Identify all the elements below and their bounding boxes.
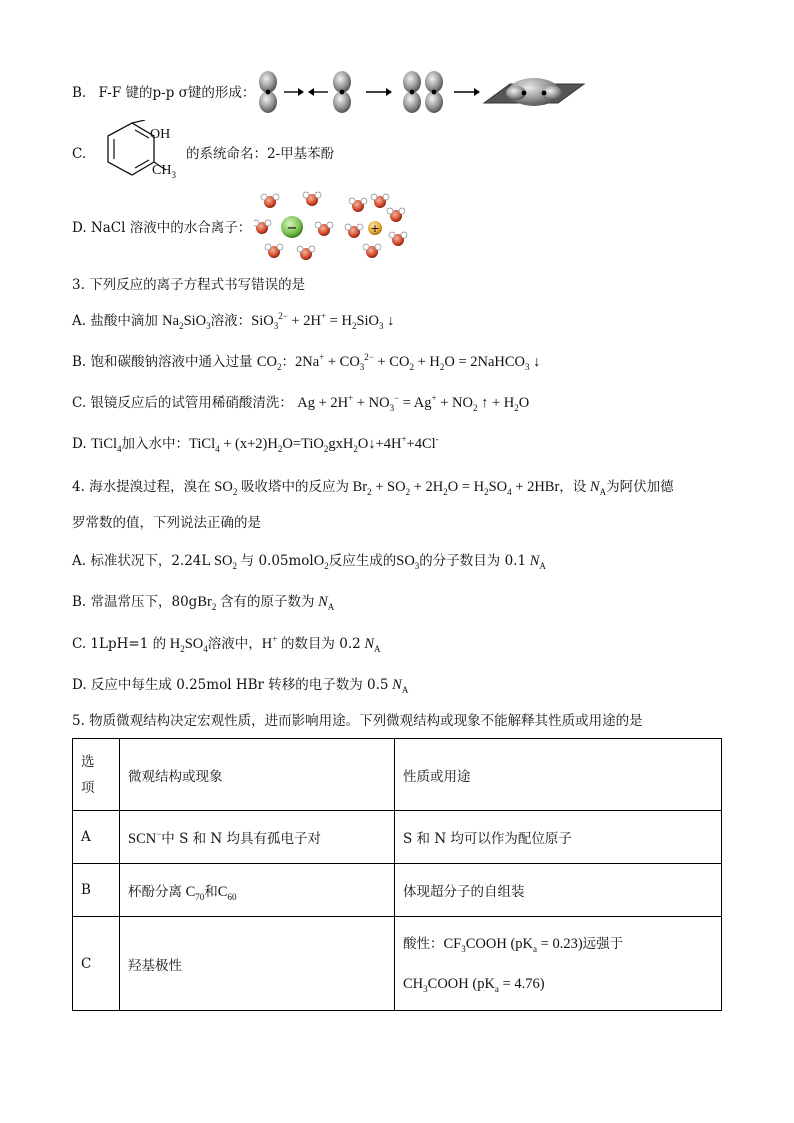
table-row — [73, 811, 722, 864]
ch3-label: $CH_3$ — [152, 163, 176, 180]
q3-stem: 3. 下列反应的离子方程式书写错误的是 — [72, 277, 306, 293]
table-row — [73, 864, 722, 917]
q4-option-a: A. 标准状况下，2.24L $SO_2$ 与 0.05molO$_2$反应生成的$SO_3$的分子数目为 0.1 $N_A$ — [72, 553, 546, 571]
q4-option-d: D. 反应中每生成 0.25mol HBr 转移的电子数为 0.5 $N_A$ — [72, 677, 409, 695]
header-micro: 微观结构或现象 — [120, 739, 395, 811]
header-option: 选项 — [73, 739, 120, 811]
header-prop: 性质或用途 — [395, 739, 722, 811]
option-b-text: F-F 键的p-p σ键的形成： — [98, 85, 256, 101]
row-a-prop: S 和 N 均可以作为配位原子 — [395, 811, 722, 864]
p-orbital-left — [259, 71, 277, 113]
option-c-text: 的系统命名：2-甲基苯酚 — [186, 146, 335, 162]
q4-option-c: C. 1LpH=1 的 $H_2SO_4$溶液中，H+ 的数目为 0.2 $N_A$ — [72, 634, 381, 654]
q2-option-d: D. NaCl 溶液中的水合离子： — [72, 220, 252, 236]
row-b-option: B — [73, 864, 120, 917]
hydrated-cation — [345, 194, 407, 258]
row-c-micro: 羟基极性 — [120, 917, 395, 1011]
overlapping-orbitals — [403, 71, 443, 113]
q2-option-b — [72, 83, 255, 103]
row-a-micro: SCN−中 S 和 N 均具有孤电子对 — [120, 811, 395, 864]
q2-option-c-label: C. — [72, 146, 87, 162]
q3-option-b: B. 饱和碳酸钠溶液中通入过量 $CO_2$：$2Na^+ + CO_3^{2-} + CO_2 + H_2O$ = 2NaHCO$_3$ ↓ — [72, 352, 541, 372]
q3-option-a: A. 盐酸中滴加 $Na_2SiO_3$溶液：$SiO_3^{2-} + 2H^+ = H_2SiO_3$ ↓ — [72, 311, 395, 331]
q4-stem-line2: 罗常数的值，下列说法正确的是 — [72, 515, 261, 531]
cation-sign: + — [370, 222, 380, 235]
row-a-option: A — [73, 811, 120, 864]
sigma-bond-result — [484, 78, 584, 106]
hydrated-ions-diagram — [254, 190, 419, 264]
row-b-prop: 体现超分子的自组装 — [395, 864, 722, 917]
table-header-row — [73, 739, 722, 811]
row-c-option: C — [73, 917, 120, 1011]
row-c-prop-line1: 酸性：$CF_3COOH$ $(pK_a = 0.23)$远强于 — [403, 935, 624, 954]
row-b-micro: 杯酚分离 $C_{70}$和$C_{60}$ — [120, 864, 395, 917]
pp-sigma-bond-diagram — [252, 70, 592, 114]
option-b-label: B. — [72, 85, 87, 101]
oh-label: OH — [150, 127, 171, 142]
table-row — [73, 917, 722, 1011]
row-c-prop — [395, 917, 722, 1011]
q3-option-d: D. TiCl$_4$加入水中：TiCl$_4$ + $(x+2)H_2O=TiO_2gxH_2O↓+4H^++4Cl^-$ — [72, 434, 439, 454]
hydrated-anion — [254, 192, 333, 260]
q5-stem: 5. 物质微观结构决定宏观性质，进而影响用途。下列微观结构或现象不能解释其性质或用途的是 — [72, 713, 643, 729]
row-c-prop-line2: $CH_3COOH$ $(pK_a = 4.76)$ — [403, 975, 545, 994]
q4-option-b: B. 常温常压下，80gBr$_2$ 含有的原子数为 $N_A$ — [72, 594, 335, 612]
q4-stem-line1: 4. 海水提溴过程，溴在 $SO_2$ 吸收塔中的反应为 $Br_2 + SO_2 + 2H_2O = H_2SO_4 + 2HBr$，设 $N_A$为阿伏加德 — [72, 479, 674, 497]
p-orbital-right — [333, 71, 351, 113]
q3-option-c: C. 银镜反应后的试管用稀硝酸清洗： $Ag + 2H^+ + NO_3^- = Ag^+ + NO_2$ ↑ + $H_2O$ — [72, 393, 530, 413]
q5-options-table — [72, 738, 722, 1011]
anion-sign: − — [286, 221, 298, 236]
